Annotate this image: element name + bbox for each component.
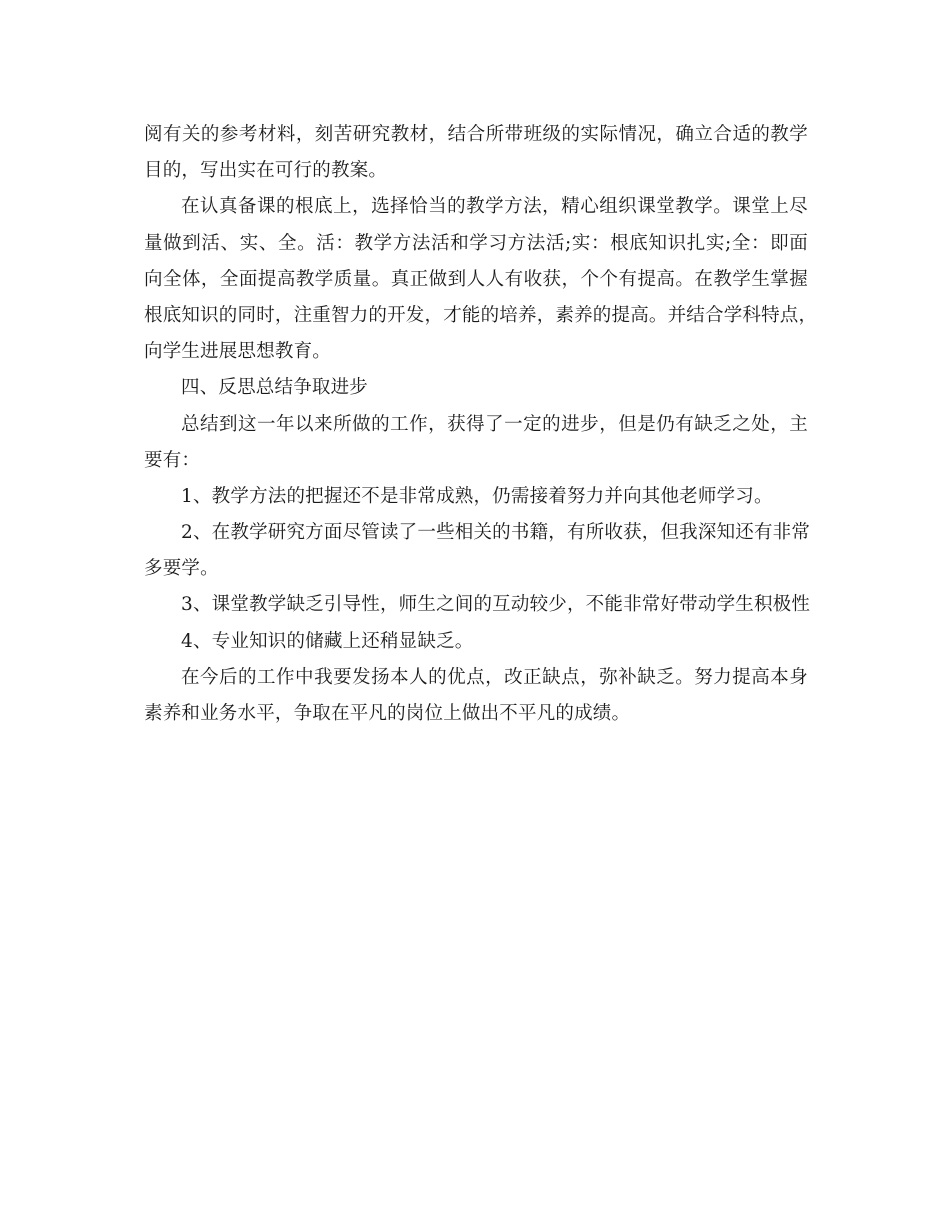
paragraph-first-line: 总结到这一年以来所做的工作，获得了一定的进步，但是仍有缺乏之处，主 xyxy=(181,413,808,435)
section-heading: 四、反思总结争取进步 xyxy=(181,377,369,399)
text-line: 量做到活、实、全。活：教学方法活和学习方法活;实：根底知识扎实;全：即面 xyxy=(144,232,808,254)
list-item: 1、教学方法的把握还不是非常成熟，仍需接着努力并向其他老师学习。 xyxy=(181,485,773,507)
paragraph-first-line: 在认真备课的根底上，选择恰当的教学方法，精心组织课堂教学。课堂上尽 xyxy=(181,196,808,218)
text-line: 向全体，全面提高教学质量。真正做到人人有收获，个个有提高。在教学生掌握 xyxy=(144,268,808,290)
text-line: 阅有关的参考材料，刻苦研究教材，结合所带班级的实际情况，确立合适的教学 xyxy=(144,124,808,145)
text-line: 根底知识的同时，注重智力的开发，才能的培养，素养的提高。并结合学科特点， xyxy=(144,304,818,326)
list-item: 4、专业知识的储藏上还稍显缺乏。 xyxy=(181,630,474,652)
text-line: 要有： xyxy=(144,449,201,471)
paragraph-first-line: 在今后的工作中我要发扬本人的优点，改正缺点，弥补缺乏。努力提高本身 xyxy=(181,666,808,688)
document-page xyxy=(144,117,818,732)
text-line: 多要学。 xyxy=(144,558,219,580)
list-item: 2、在教学研究方面尽管读了一些相关的书籍，有所收获，但我深知还有非常 xyxy=(181,522,811,544)
text-line: 向学生进展思想教育。 xyxy=(144,341,332,363)
list-item: 3、课堂教学缺乏引导性，师生之间的互动较少，不能非常好带动学生积极性 xyxy=(181,594,811,616)
text-line: 目的，写出实在可行的教案。 xyxy=(144,160,388,182)
text-line: 素养和业务水平，争取在平凡的岗位上做出不平凡的成绩。 xyxy=(144,703,631,724)
